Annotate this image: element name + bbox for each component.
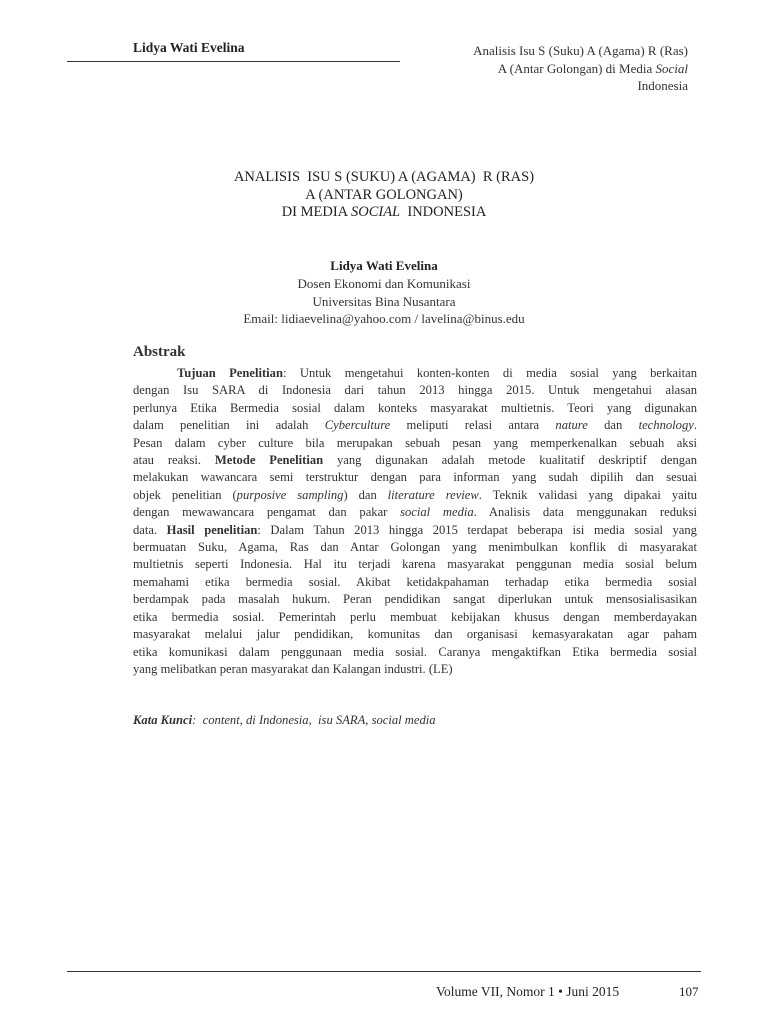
keywords-text: : content, di Indonesia, isu SARA, social media [192, 713, 436, 727]
abstract-text: data. [133, 522, 167, 537]
title-line-2: A (ANTAR GOLONGAN) [305, 186, 463, 203]
title-line-1: ANALISIS ISU S (SUKU) A (AGAMA) R (RAS) [233, 169, 535, 185]
abstract-italic: social media [400, 505, 474, 520]
abstract-italic: Cyberculture [324, 418, 391, 433]
abstract-text: : Dalam Tahun 2013 hingga 2015 terdapat beberapa isi media sosial yang [257, 522, 697, 537]
running-title-line-1: Analisis Isu S (Suku) A (Agama) R (Ras) [473, 43, 688, 58]
author-name: Lidya Wati Evelina [330, 258, 438, 273]
author-affiliation: Universitas Bina Nusantara [312, 293, 456, 309]
footer-rule [67, 971, 701, 972]
title-line-3-pre: DI MEDIA [281, 204, 351, 220]
abstract-line [133, 504, 697, 521]
header-rule [67, 61, 400, 62]
abstract-text: ) dan [343, 487, 388, 502]
abstract-italic: nature [555, 418, 588, 433]
abstract-text: atau reaksi. [133, 453, 215, 468]
footer-volume: Volume VII, Nomor 1 • Juni 2015 [436, 984, 620, 999]
abstract-italic: technology [638, 418, 694, 433]
abstract-text: . Analisis data menggunakan reduksi [473, 505, 697, 520]
abstract-heading: Abstrak [133, 344, 186, 360]
title-line-3-post: INDONESIA [400, 204, 487, 220]
abstract-line: bermuatan Suku, Agama, Ras dan Antar Golongan yang menimbulkan konflik di masyarakat [133, 540, 697, 555]
abstract-text: yang digunakan adalah metode kualitatif deskriptif dengan [323, 453, 697, 468]
abstract-line [133, 417, 697, 434]
abstract-text: dan [587, 418, 639, 433]
abstract-line: memahami etika bermedia sosial. Akibat ketidakpahaman terhadap etika bermedia sosial [133, 574, 697, 589]
abstract-line: etika bermedia sosial. Pemerintah perlu membuat kebijakan khusus dengan memberdayakan [133, 609, 697, 624]
running-title-line-3: Indonesia [637, 78, 688, 93]
abstract-line: perlunya Etika Bermedia sosial dalam konteks masyarakat multietnis. Teori yang digunakan [133, 400, 697, 415]
paper-title [0, 169, 768, 222]
abstract-line: multietnis seperti Indonesia. Hal itu terjadi karena masyarakat penggunan media sosial belum [133, 557, 697, 572]
abstract-line: Pesan dalam cyber culture bila merupakan sebuah pesan yang memperkenalkan sebuah aksi [133, 435, 697, 450]
abstract-line [133, 452, 697, 469]
running-title-line-2-text: A (Antar Golongan) di Media [497, 60, 656, 76]
author-email: Email: lidiaevelina@yahoo.com / lavelina@binus.edu [243, 311, 525, 327]
abstract-line [133, 365, 697, 382]
abstract-line: berdampak pada masalah hukum. Peran pendidikan sangat diperlukan untuk mensosialisasikan [133, 592, 697, 607]
abstract-line: yang melibatkan peran masyarakat dan Kalangan industri. (LE) [133, 661, 453, 676]
abstract-text: : Untuk mengetahui konten-konten di media sosial yang berkaitan [282, 366, 697, 380]
abstract-text: objek penelitian ( [133, 487, 237, 502]
abstract-italic: literature review [387, 487, 479, 502]
running-header-title [388, 42, 688, 95]
abstract-line: masyarakat melalui jalur pendidikan, komunitas dan organisasi kemasyarakatan agar paham [133, 627, 697, 642]
abstract-text: dengan mewawancara pengamat dan pakar [133, 505, 401, 520]
abstract-line: etika komunikasi dalam penggunaan media sosial. Caranya mengaktifkan Etika bermedia sosial [133, 644, 697, 659]
abstract-text: dalam penelitian ini adalah [133, 418, 325, 433]
abstract-line [133, 487, 697, 504]
title-line-3 [0, 204, 768, 222]
page-number: 107 [679, 984, 699, 999]
author-block [0, 257, 768, 328]
abstract-bold: Hasil penelitian [166, 522, 258, 537]
running-title-line-2-italic: Social [655, 60, 688, 76]
abstract-line [133, 522, 697, 539]
abstract-text: meliputi relasi antara [390, 418, 556, 433]
author-position: Dosen Ekonomi dan Komunikasi [297, 275, 471, 291]
abstract-line: melakukan wawancara semi terstruktur dengan para informan yang sudah dipilih dan sesuai [133, 470, 697, 485]
title-line-3-italic: SOCIAL [350, 204, 401, 220]
running-title-line-2 [388, 60, 688, 78]
abstract-bold: Metode Penelitian [214, 453, 324, 468]
keywords-label: Kata Kunci [133, 713, 193, 727]
abstract-body [133, 365, 697, 678]
abstract-text: . [693, 418, 698, 433]
abstract-italic: purposive sampling [236, 487, 344, 502]
abstract-text: . Teknik validasi yang dipakai yaitu [478, 487, 697, 502]
abstract-bold: Tujuan Penelitian [177, 366, 283, 380]
running-header-author: Lidya Wati Evelina [133, 40, 245, 55]
keywords [133, 713, 436, 728]
abstract-line: dengan Isu SARA di Indonesia dari tahun 2013 hingga 2015. Untuk mengetahui alasan [133, 383, 697, 398]
